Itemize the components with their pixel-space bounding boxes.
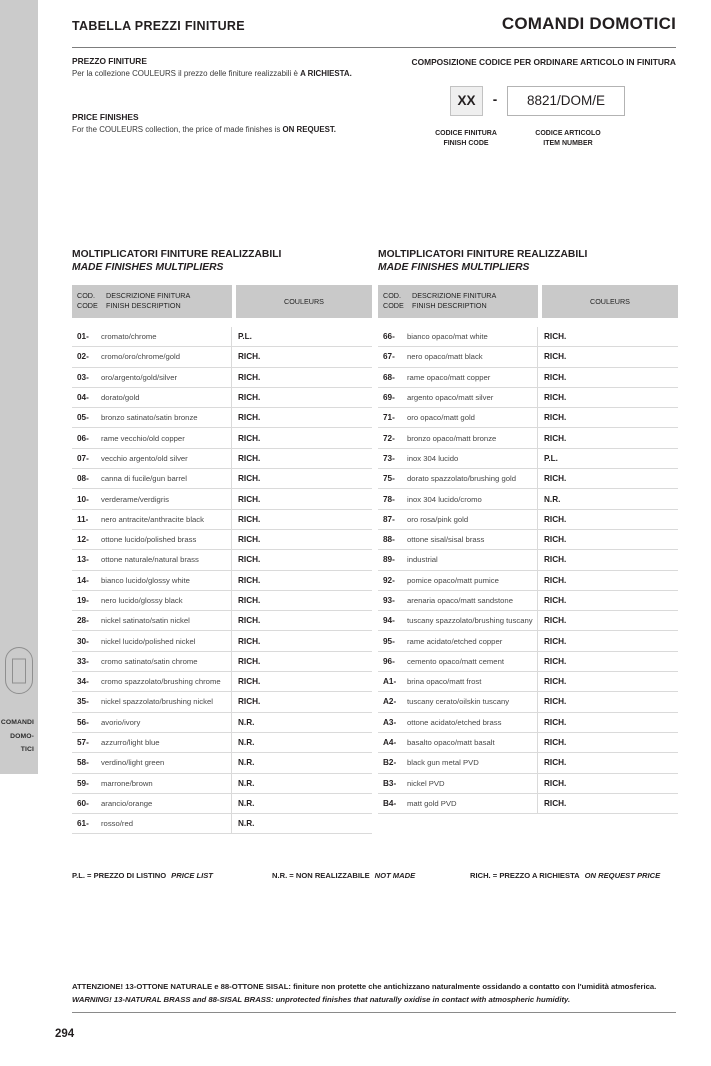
finish-description: inox 304 lucido (407, 453, 459, 463)
table-row (378, 469, 678, 489)
finish-code: 03- (77, 372, 89, 382)
legend-label-en: PRICE LIST (171, 871, 213, 880)
table-row (378, 591, 678, 611)
couleurs-value: RICH. (537, 388, 678, 407)
finish-description: bianco opaco/mat white (407, 332, 488, 342)
finish-code: 67- (383, 352, 395, 362)
finish-description: oro/argento/gold/silver (101, 372, 178, 382)
finish-code: 92- (383, 575, 395, 585)
finish-code-box: XX (450, 86, 483, 116)
finish-description: cemento opaco/matt cement (407, 656, 504, 666)
finish-code: 73- (383, 453, 395, 463)
finish-code: 89- (383, 555, 395, 565)
legend-label: RICH. = PREZZO A RICHIESTA (470, 871, 580, 880)
finish-description: black gun metal PVD (407, 758, 479, 768)
finish-code: 93- (383, 596, 395, 605)
finish-code: 01- (77, 332, 89, 342)
table-title-it: MOLTIPLICATORI FINITURE REALIZZABILI (378, 249, 588, 260)
price-text-it-emphasis: A RICHIESTA. (300, 69, 352, 78)
finish-description: rosso/red (101, 819, 134, 829)
price-heading-en: PRICE FINISHES (72, 112, 139, 122)
table-row (72, 388, 372, 408)
finishes-table-left (72, 248, 372, 838)
couleurs-value: RICH. (231, 489, 372, 508)
table-header (378, 285, 678, 318)
table-row (378, 489, 678, 509)
col-desc-it: DESCRIZIONE FINITURA (106, 291, 191, 300)
finish-description: nickel satinato/satin nickel (101, 616, 190, 626)
price-text-en-body: For the COULEURS collection, the price of made finishes is (72, 125, 283, 134)
column-header-description (409, 291, 496, 318)
finish-description: tuscany cerato/oilskin tuscany (407, 697, 510, 707)
chapter-tab-strip (0, 0, 38, 774)
legend-label-en: NOT MADE (374, 871, 416, 880)
table-title-it: MOLTIPLICATORI FINITURE REALIZZABILI (72, 249, 282, 260)
finish-description: basalto opaco/matt basalt (407, 738, 495, 748)
table-row (72, 631, 372, 651)
finish-code: 04- (77, 393, 89, 403)
finish-code: A1- (383, 677, 397, 687)
column-header-couleurs: COULEURS (542, 285, 678, 318)
finish-description: arenaria opaco/matt sandstone (407, 596, 513, 605)
finish-code: 61- (77, 819, 89, 829)
couleurs-value: RICH. (231, 692, 372, 711)
finish-code: 59- (77, 778, 89, 788)
finish-code: 96- (383, 656, 395, 666)
finish-code: 28- (77, 616, 89, 626)
finish-code: 87- (383, 514, 395, 524)
price-text-it (72, 69, 402, 78)
col-desc-en: FINISH DESCRIPTION (106, 300, 181, 310)
finish-code: 94- (383, 616, 395, 626)
item-number-box: 8821/DOM/E (507, 86, 625, 116)
item-number-label-en: ITEM NUMBER (543, 140, 593, 147)
couleurs-value: RICH. (231, 530, 372, 549)
finish-code: 66- (383, 332, 395, 342)
finish-code: 30- (77, 636, 89, 646)
table-row (378, 631, 678, 651)
item-number-label (505, 129, 631, 149)
couleurs-value: RICH. (537, 591, 678, 610)
table-row (72, 733, 372, 753)
domotic-remote-icon-screen (12, 658, 26, 683)
table-title (378, 248, 587, 274)
couleurs-value: RICH. (537, 631, 678, 650)
finish-code: B3- (383, 778, 397, 788)
chapter-tab-line: COMANDI (0, 719, 34, 726)
table-row (72, 550, 372, 570)
finish-code: 11- (77, 514, 89, 524)
table-row (72, 753, 372, 773)
couleurs-value: N.R. (231, 733, 372, 752)
header-cell-code-desc (72, 285, 232, 318)
legend-label: N.R. = NON REALIZZABILE (272, 871, 370, 880)
finish-description: rame opaco/matt copper (407, 372, 491, 382)
couleurs-value: N.R. (231, 794, 372, 813)
finish-code: 35- (77, 697, 89, 707)
table-row (72, 713, 372, 733)
finish-code: 78- (383, 494, 395, 504)
finish-description: cromato/chrome (101, 332, 157, 342)
couleurs-value: RICH. (537, 469, 678, 488)
finish-description: ottone acidato/etched brass (407, 717, 502, 727)
finish-code: 08- (77, 474, 89, 484)
finish-description: canna di fucile/gun barrel (101, 474, 187, 484)
finish-description: ottone lucido/polished brass (101, 535, 197, 545)
couleurs-value: RICH. (231, 368, 372, 387)
warning-note (72, 981, 676, 1006)
finish-description: arancio/orange (101, 798, 153, 808)
couleurs-value: RICH. (537, 652, 678, 671)
table-row (72, 347, 372, 367)
couleurs-value: RICH. (231, 510, 372, 529)
table-row (378, 388, 678, 408)
finish-code: A2- (383, 697, 397, 707)
finish-description: dorato spazzolato/brushing gold (407, 474, 516, 484)
table-row (72, 449, 372, 469)
finish-description: tuscany spazzolato/brushing tuscany (407, 616, 533, 626)
finish-description: industrial (407, 555, 438, 565)
couleurs-value: RICH. (231, 591, 372, 610)
table-row (72, 530, 372, 550)
couleurs-value: P.L. (537, 449, 678, 468)
header-cell-code-desc (378, 285, 538, 318)
finish-description: ottone naturale/natural brass (101, 555, 199, 565)
finish-description: avorio/ivory (101, 717, 141, 727)
couleurs-value: RICH. (231, 408, 372, 427)
finish-description: nickel PVD (407, 778, 445, 788)
finish-description: rame vecchio/old copper (101, 433, 185, 443)
couleurs-value: N.R. (231, 814, 372, 833)
couleurs-value: RICH. (231, 672, 372, 691)
finish-code: 12- (77, 535, 89, 545)
finish-code: B4- (383, 798, 397, 808)
table-row (72, 510, 372, 530)
item-number-label-it: CODICE ARTICOLO (535, 130, 601, 137)
legend-label-en: ON REQUEST PRICE (584, 871, 661, 880)
couleurs-value: RICH. (537, 571, 678, 590)
finish-description: bronzo satinato/satin bronze (101, 413, 198, 423)
finish-code: 56- (77, 717, 89, 727)
couleurs-value: RICH. (537, 753, 678, 772)
legend-price-list (72, 871, 213, 880)
finish-code: 60- (77, 798, 89, 808)
finish-description: verderame/verdigris (101, 494, 169, 504)
couleurs-value: RICH. (537, 408, 678, 427)
couleurs-value: RICH. (231, 347, 372, 366)
finish-code: 69- (383, 393, 395, 403)
finish-description: cromo satinato/satin chrome (101, 656, 198, 666)
table-row (72, 469, 372, 489)
couleurs-value: RICH. (231, 611, 372, 630)
table-header (72, 285, 372, 318)
finish-description: nickel spazzolato/brushing nickel (101, 697, 213, 707)
finish-description: matt gold PVD (407, 798, 457, 808)
finish-code: 72- (383, 433, 395, 443)
table-row (378, 327, 678, 347)
column-header-couleurs: COULEURS (236, 285, 372, 318)
finish-code: 10- (77, 494, 89, 504)
warning-en: WARNING! 13-NATURAL BRASS and 88-SISAL BRASS: unprotected finishes that naturally oxidise in contact with atmospheric humidity. (72, 994, 571, 1004)
table-row (72, 692, 372, 712)
warning-it: ATTENZIONE! 13-OTTONE NATURALE e 88-OTTONE SISAL: finiture non protette che antichizzano naturalmente ossidando a contatto con l'umidità atmosferica. (72, 982, 657, 991)
page-number: 294 (55, 1028, 75, 1040)
table-row (378, 550, 678, 570)
couleurs-value: RICH. (231, 469, 372, 488)
finish-code: 19- (77, 596, 89, 605)
finish-code: 75- (383, 474, 395, 484)
col-code-it: COD. (77, 291, 95, 300)
table-title-en: MADE FINISHES MULTIPLIERS (378, 262, 530, 273)
table-row (72, 774, 372, 794)
finish-description: verdino/light green (101, 758, 165, 768)
couleurs-value: N.R. (537, 489, 678, 508)
couleurs-value: RICH. (537, 774, 678, 793)
finish-description: cromo spazzolato/brushing chrome (101, 677, 221, 687)
finish-description: nero lucido/glossy black (101, 596, 183, 605)
finish-description: bronzo opaco/matt bronze (407, 433, 497, 443)
section-title: COMANDI DOMOTICI (501, 14, 676, 33)
table-row (72, 652, 372, 672)
couleurs-value: RICH. (537, 428, 678, 447)
couleurs-value: RICH. (537, 368, 678, 387)
couleurs-value: RICH. (537, 530, 678, 549)
legend-label: P.L. = PREZZO DI LISTINO (72, 871, 167, 880)
finish-code: 57- (77, 738, 89, 748)
couleurs-value: RICH. (537, 692, 678, 711)
header-rule (72, 47, 676, 48)
finishes-table-right (378, 248, 678, 838)
finish-code: 33- (77, 656, 89, 666)
col-code-it: COD. (383, 291, 401, 300)
couleurs-value: RICH. (231, 652, 372, 671)
couleurs-value: RICH. (537, 347, 678, 366)
domotic-remote-icon (5, 647, 33, 694)
couleurs-value: N.R. (231, 713, 372, 732)
table-row (72, 794, 372, 814)
couleurs-value: RICH. (231, 631, 372, 650)
finish-description: cromo/oro/chrome/gold (101, 352, 181, 362)
table-rows-left (72, 327, 372, 834)
finish-code: 05- (77, 413, 89, 423)
table-row (378, 611, 678, 631)
col-desc-en: FINISH DESCRIPTION (412, 300, 487, 310)
chapter-tab-label (0, 716, 34, 757)
finish-description: rame acidato/etched copper (407, 636, 503, 646)
finish-code: 58- (77, 758, 89, 768)
finish-code-label-it: CODICE FINITURA (435, 130, 497, 137)
finish-code: 02- (77, 352, 89, 362)
table-row (378, 794, 678, 814)
finish-code: 68- (383, 372, 395, 382)
finish-code-label-en: FINISH CODE (443, 140, 489, 147)
table-row (72, 408, 372, 428)
table-row (72, 571, 372, 591)
column-header-code (378, 291, 409, 318)
couleurs-value: RICH. (231, 428, 372, 447)
finish-code: 71- (383, 413, 395, 423)
finish-description: ottone sisal/sisal brass (407, 535, 485, 545)
couleurs-value: RICH. (537, 672, 678, 691)
table-row (72, 327, 372, 347)
couleurs-value: RICH. (537, 550, 678, 569)
finish-description: oro opaco/matt gold (407, 413, 475, 423)
finish-code: 34- (77, 677, 89, 687)
finish-description: marrone/brown (101, 778, 153, 788)
table-row (72, 814, 372, 834)
table-row (378, 753, 678, 773)
finish-code: A4- (383, 738, 397, 748)
couleurs-value: RICH. (231, 571, 372, 590)
table-row (72, 368, 372, 388)
code-composition-heading: COMPOSIZIONE CODICE PER ORDINARE ARTICOLO IN FINITURA (411, 57, 676, 67)
finish-code: 06- (77, 433, 89, 443)
table-row (72, 591, 372, 611)
legend-not-made (272, 871, 415, 880)
col-code-en: CODE (77, 300, 98, 310)
table-row (378, 428, 678, 448)
table-row (378, 713, 678, 733)
price-text-en (72, 125, 402, 134)
page-title: TABELLA PREZZI FINITURE (72, 19, 245, 33)
table-row (378, 692, 678, 712)
couleurs-value: RICH. (537, 713, 678, 732)
price-text-en-emphasis: ON REQUEST. (282, 125, 337, 134)
code-separator: - (492, 92, 498, 107)
finish-description: pomice opaco/matt pumice (407, 575, 499, 585)
finish-code: 88- (383, 535, 395, 545)
table-row (378, 510, 678, 530)
finish-code: A3- (383, 717, 397, 727)
table-row (378, 571, 678, 591)
table-title-en: MADE FINISHES MULTIPLIERS (72, 262, 224, 273)
finish-description: vecchio argento/old silver (101, 453, 188, 463)
table-row (378, 733, 678, 753)
finish-description: oro rosa/pink gold (407, 514, 469, 524)
legend-on-request (470, 871, 660, 880)
table-row (72, 672, 372, 692)
couleurs-value: RICH. (537, 794, 678, 813)
finish-description: azzurro/light blue (101, 738, 160, 748)
finish-description: argento opaco/matt silver (407, 393, 494, 403)
table-row (378, 408, 678, 428)
column-header-description (103, 291, 190, 318)
table-row (378, 530, 678, 550)
finish-code: 07- (77, 453, 89, 463)
couleurs-value: RICH. (231, 449, 372, 468)
couleurs-value: RICH. (537, 327, 678, 346)
finish-description: brina opaco/matt frost (407, 677, 482, 687)
couleurs-value: N.R. (231, 753, 372, 772)
table-row (72, 611, 372, 631)
column-header-code (72, 291, 103, 318)
price-heading-it: PREZZO FINITURE (72, 56, 147, 66)
finish-description: inox 304 lucido/cromo (407, 494, 482, 504)
table-row (378, 368, 678, 388)
couleurs-value: RICH. (231, 550, 372, 569)
finish-code: 95- (383, 636, 395, 646)
finish-description: nero antracite/anthracite black (101, 514, 204, 524)
table-row (378, 347, 678, 367)
finish-description: bianco lucido/glossy white (101, 575, 190, 585)
table-row (72, 489, 372, 509)
finish-description: nero opaco/matt black (407, 352, 483, 362)
finish-code: B2- (383, 758, 397, 768)
col-code-en: CODE (383, 300, 404, 310)
table-row (378, 672, 678, 692)
table-title (72, 248, 281, 274)
couleurs-value: P.L. (231, 327, 372, 346)
couleurs-value: RICH. (537, 611, 678, 630)
footer-rule (72, 1012, 676, 1013)
table-row (378, 774, 678, 794)
finish-description: nickel lucido/polished nickel (101, 636, 196, 646)
couleurs-value: RICH. (537, 510, 678, 529)
table-row (72, 428, 372, 448)
price-text-it-body: Per la collezione COULEURS il prezzo delle finiture realizzabili è (72, 69, 301, 78)
chapter-tab-line: DOMO- (10, 732, 34, 740)
finish-description: dorato/gold (101, 393, 140, 403)
col-desc-it: DESCRIZIONE FINITURA (412, 291, 497, 300)
chapter-tab-line: TICI (20, 746, 34, 753)
table-row (378, 449, 678, 469)
table-rows-right (378, 327, 678, 814)
couleurs-value: N.R. (231, 774, 372, 793)
couleurs-value: RICH. (231, 388, 372, 407)
table-row (378, 652, 678, 672)
couleurs-value: RICH. (537, 733, 678, 752)
finish-code: 14- (77, 575, 89, 585)
finish-code: 13- (77, 555, 89, 565)
